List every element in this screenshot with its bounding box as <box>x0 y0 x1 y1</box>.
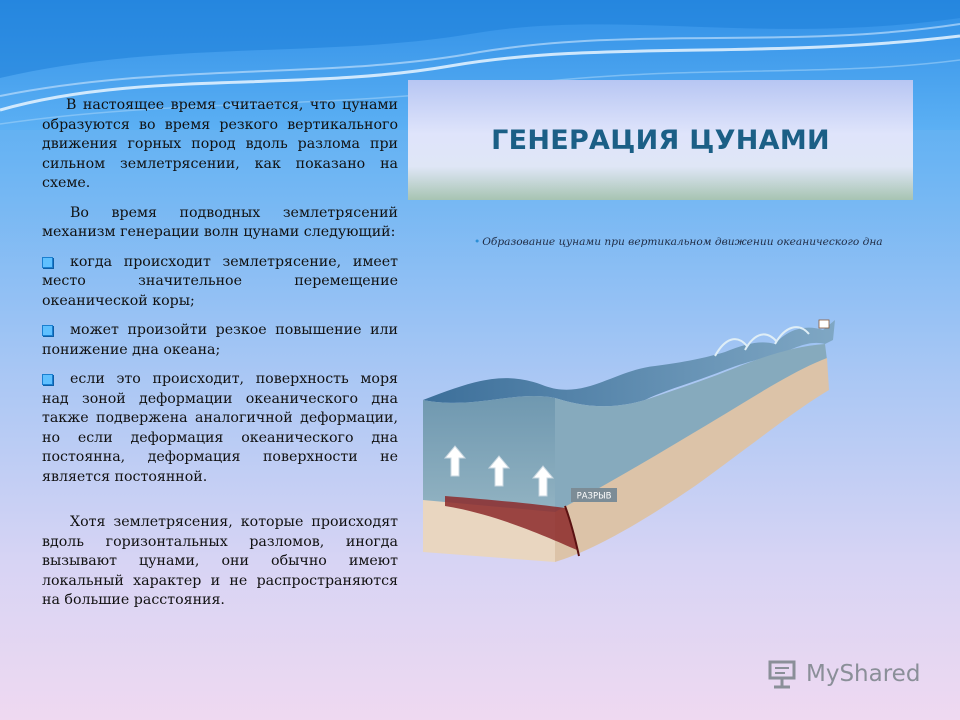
bullet-text: когда происходит землетрясение, имеет место значительное перемещение океанической коры; <box>42 253 398 309</box>
bullet-item <box>42 321 398 360</box>
square-bullet-icon <box>42 374 53 385</box>
mechanism-paragraph: Во время подводных землетрясений механизм генерации волн цунами следующий: <box>42 204 398 240</box>
bullet-text: если это происходит, поверхность моря над зоной деформации океанического дна также подвержена аналогичной деформации, но если деформация океанического дна постоянна, деформация поверхности не является постоянной. <box>42 371 398 485</box>
square-bullet-icon <box>42 257 53 268</box>
house-icon <box>819 320 829 328</box>
bullet-dot-icon: • <box>474 236 481 248</box>
caption-text: Образование цунами при вертикальном движении океанического дна <box>482 236 883 248</box>
bullet-text: может произойти резкое повышение или понижение дна океана; <box>42 322 398 358</box>
bullet-item <box>42 253 398 312</box>
presentation-board-icon <box>768 659 802 689</box>
bullet-item <box>42 370 398 487</box>
figure-caption <box>474 236 934 248</box>
tsunami-diagram <box>415 300 845 580</box>
square-bullet-icon <box>42 325 53 336</box>
title-banner <box>408 80 913 200</box>
slide-title: ГЕНЕРАЦИЯ ЦУНАМИ <box>491 124 830 156</box>
closing-paragraph: Хотя землетрясения, которые происходят вдоль горизонтальных разломов, иногда вызывают цунами, они обычно имеют локальный характер и не распространяются на большие расстояния. <box>42 514 398 608</box>
watermark-logo <box>768 657 928 691</box>
intro-paragraph: В настоящее время считается, что цунами образуются во время резкого вертикального движения горных пород вдоль разлома при сильном землетрясении, как показано на схеме. <box>42 97 398 191</box>
body-text-column <box>42 96 398 621</box>
fault-label: РАЗРЫВ <box>576 491 612 502</box>
logo-text: MyShared <box>806 661 921 687</box>
